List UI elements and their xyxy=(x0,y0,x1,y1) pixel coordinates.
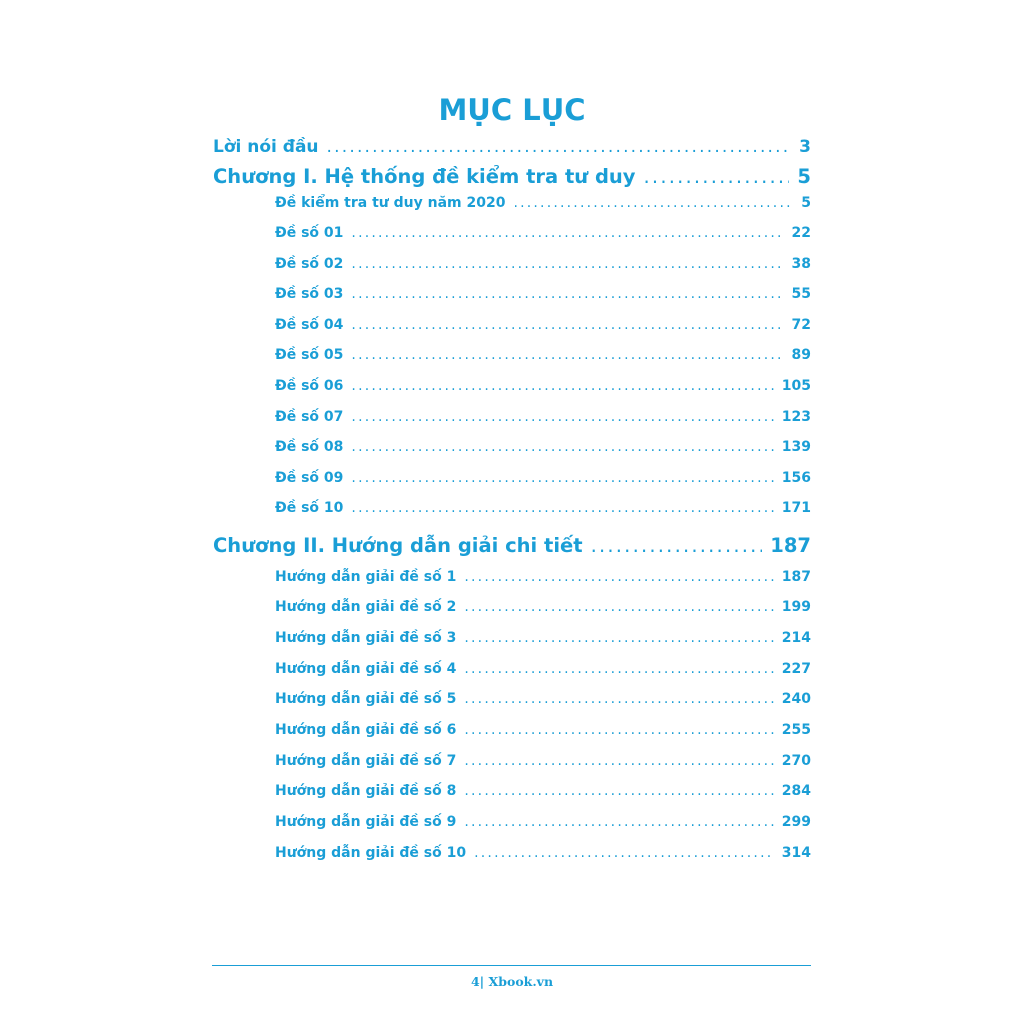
footer-page-number: 4| Xbook.vn xyxy=(470,974,554,989)
toc-entry-page: 240 xyxy=(781,691,811,707)
toc-entry[interactable] xyxy=(275,569,811,585)
toc-entry-page: 227 xyxy=(781,661,811,677)
toc-entry[interactable] xyxy=(275,783,811,799)
toc-entry-page: 3 xyxy=(799,137,811,157)
toc-entry[interactable] xyxy=(275,470,811,486)
toc-entry-page: 22 xyxy=(791,225,811,241)
toc-leader-dots xyxy=(464,722,773,738)
toc-leader-dots xyxy=(464,599,773,615)
toc-entry-page: 55 xyxy=(791,286,811,302)
toc-entry[interactable] xyxy=(275,195,811,211)
toc-chapter-page: 187 xyxy=(770,534,811,557)
footer-divider xyxy=(212,965,811,966)
toc-entry[interactable] xyxy=(275,599,811,615)
toc-leader-dots xyxy=(351,378,773,394)
toc-leader-dots xyxy=(464,753,773,769)
toc-entry[interactable] xyxy=(275,630,811,646)
toc-entry-label: Đề kiểm tra tư duy năm 2020 xyxy=(275,195,506,211)
toc-leader-dots xyxy=(464,814,773,830)
toc-leader-dots xyxy=(351,256,783,272)
toc-entry[interactable] xyxy=(275,814,811,830)
toc-leader-dots xyxy=(351,470,773,486)
toc-entry-label: Đề số 10 xyxy=(275,500,344,516)
toc-entry-page: 187 xyxy=(781,569,811,585)
toc-entry[interactable] xyxy=(275,378,811,394)
toc-entry-label: Đề số 08 xyxy=(275,439,344,455)
toc-entry-page: 5 xyxy=(801,195,811,211)
toc-leader-dots xyxy=(464,630,773,646)
toc-entry-label: Đề số 04 xyxy=(275,317,344,333)
toc-chapter-page: 5 xyxy=(797,165,811,188)
toc-entry-label: Đề số 05 xyxy=(275,347,344,363)
toc-entry-label: Đề số 07 xyxy=(275,409,344,425)
toc-entry-page: 123 xyxy=(781,409,811,425)
toc-entry[interactable] xyxy=(275,691,811,707)
toc-leader-dots xyxy=(513,195,793,211)
toc-entry-label: Đề số 01 xyxy=(275,225,344,241)
toc-entry-label: Hướng dẫn giải đề số 5 xyxy=(275,691,457,707)
toc-entry-page: 214 xyxy=(781,630,811,646)
toc-leader-dots xyxy=(351,225,783,241)
toc-entry-page: 314 xyxy=(781,845,811,861)
toc-chapter-label: Chương II. Hướng dẫn giải chi tiết xyxy=(213,534,583,557)
toc-entry-label: Đề số 09 xyxy=(275,470,344,486)
toc-entry[interactable] xyxy=(275,722,811,738)
toc-leader-dots xyxy=(644,165,790,188)
page-title: MỤC LỤC xyxy=(438,93,586,127)
toc-entry-label: Hướng dẫn giải đề số 9 xyxy=(275,814,457,830)
toc-entry[interactable] xyxy=(275,500,811,516)
toc-leader-dots xyxy=(464,783,773,799)
toc-entry-page: 270 xyxy=(781,753,811,769)
toc-entry-intro[interactable] xyxy=(213,137,811,157)
toc-leader-dots xyxy=(464,569,773,585)
toc-entry[interactable] xyxy=(275,225,811,241)
toc-entry-label: Hướng dẫn giải đề số 2 xyxy=(275,599,457,615)
toc-entry[interactable] xyxy=(275,347,811,363)
toc-leader-dots xyxy=(464,691,773,707)
toc-entry-label: Hướng dẫn giải đề số 6 xyxy=(275,722,457,738)
toc-entry[interactable] xyxy=(275,753,811,769)
toc-leader-dots xyxy=(351,439,773,455)
toc-leader-dots xyxy=(474,845,774,861)
toc-entry-page: 199 xyxy=(781,599,811,615)
toc-leader-dots xyxy=(351,317,783,333)
toc-entry-label: Đề số 06 xyxy=(275,378,344,394)
toc-entry-page: 171 xyxy=(781,500,811,516)
toc-entry[interactable] xyxy=(275,409,811,425)
toc-entry[interactable] xyxy=(275,845,811,861)
toc-leader-dots xyxy=(351,500,773,516)
toc-leader-dots xyxy=(351,286,783,302)
toc-leader-dots xyxy=(591,534,763,557)
toc-entry-page: 38 xyxy=(791,256,811,272)
toc-leader-dots xyxy=(464,661,773,677)
toc-leader-dots xyxy=(327,137,792,157)
toc-entry-page: 139 xyxy=(781,439,811,455)
toc-chapter-1[interactable] xyxy=(213,165,811,188)
toc-leader-dots xyxy=(351,409,773,425)
toc-entry[interactable] xyxy=(275,286,811,302)
toc-entry-page: 255 xyxy=(781,722,811,738)
toc-entry-page: 105 xyxy=(781,378,811,394)
toc-chapter-label: Chương I. Hệ thống đề kiểm tra tư duy xyxy=(213,165,636,188)
toc-entry-page: 156 xyxy=(781,470,811,486)
toc-entry-label: Đề số 02 xyxy=(275,256,344,272)
toc-entry-label: Đề số 03 xyxy=(275,286,344,302)
toc-entry[interactable] xyxy=(275,439,811,455)
toc-entry-label: Hướng dẫn giải đề số 7 xyxy=(275,753,457,769)
toc-entry[interactable] xyxy=(275,317,811,333)
toc-entry-label: Hướng dẫn giải đề số 4 xyxy=(275,661,457,677)
toc-entry-page: 89 xyxy=(791,347,811,363)
toc-entry-page: 299 xyxy=(781,814,811,830)
toc-entry-label: Hướng dẫn giải đề số 8 xyxy=(275,783,457,799)
toc-entry-label: Lời nói đầu xyxy=(213,137,319,157)
toc-chapter-2[interactable] xyxy=(213,534,811,557)
toc-entry-page: 284 xyxy=(781,783,811,799)
toc-entry-label: Hướng dẫn giải đề số 3 xyxy=(275,630,457,646)
toc-leader-dots xyxy=(351,347,783,363)
toc-entry[interactable] xyxy=(275,661,811,677)
toc-entry-label: Hướng dẫn giải đề số 10 xyxy=(275,845,467,861)
toc-entry-page: 72 xyxy=(791,317,811,333)
toc-entry[interactable] xyxy=(275,256,811,272)
toc-entry-label: Hướng dẫn giải đề số 1 xyxy=(275,569,457,585)
